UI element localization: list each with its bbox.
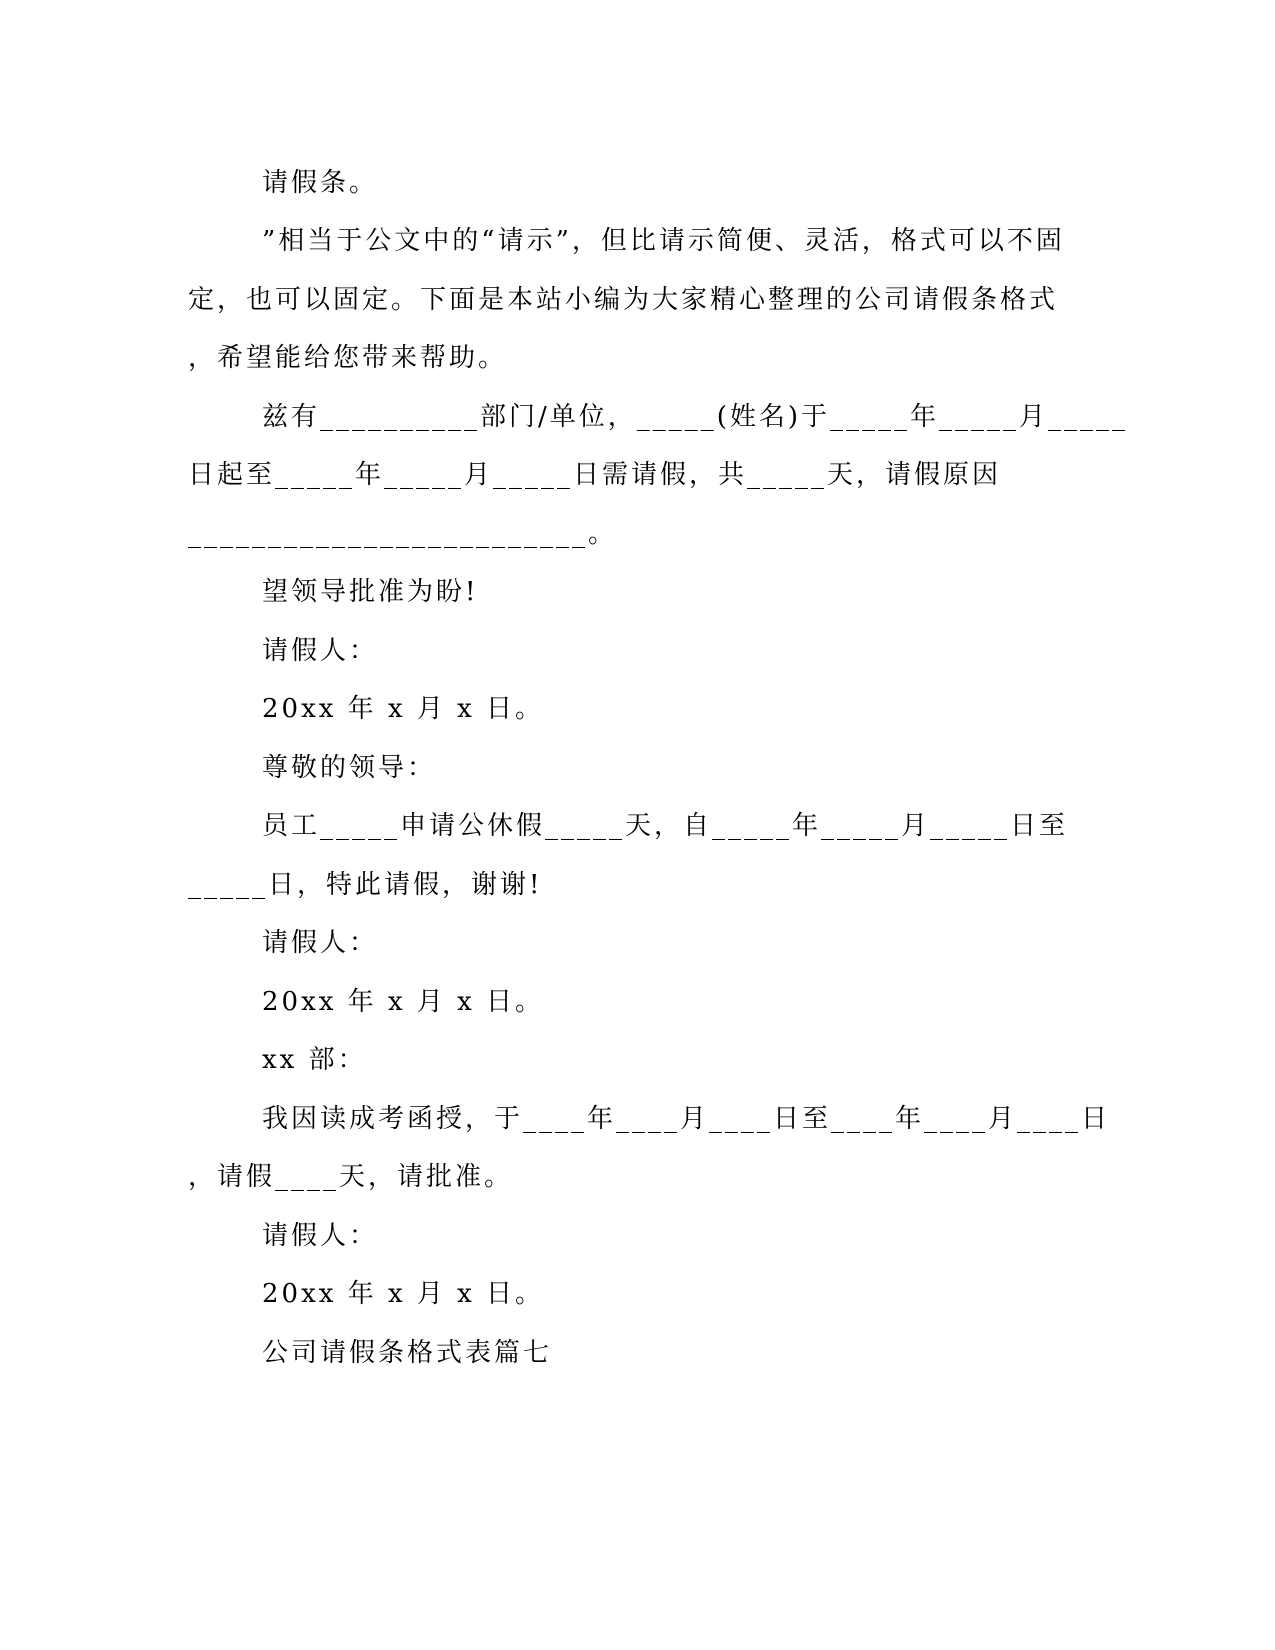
paragraph-intro-title: 请假条。 <box>262 168 379 198</box>
paragraph-intro-line-1: ”相当于公文中的“请示”，但比请示简便、灵活，格式可以不固 <box>262 226 1065 256</box>
form2-line-1: 员工_____申请公休假_____天，自_____年_____月_____日至 <box>262 811 1069 841</box>
paragraph-intro-line-3: ，希望能给您带来帮助。 <box>188 343 508 373</box>
paragraph-intro-line-2: 定，也可以固定。下面是本站小编为大家精心整理的公司请假条格式 <box>188 285 1059 315</box>
form3-line-2: ，请假____天，请批准。 <box>188 1162 514 1192</box>
form1-line-1: 兹有__________部门/单位，_____(姓名)于_____年_____月_____ <box>262 402 1129 432</box>
form1-applicant-label: 请假人： <box>262 636 379 666</box>
form3-line-1: 我因读成考函授，于____年____月____日至____年____月____日 <box>262 1104 1111 1134</box>
form2-line-2: _____日，特此请假，谢谢! <box>188 870 543 900</box>
form2-applicant-label: 请假人： <box>262 928 379 958</box>
form3-applicant-label: 请假人： <box>262 1221 379 1251</box>
form2-date: 20xx 年 x 月 x 日。 <box>262 987 545 1017</box>
form1-line-2: 日起至_____年_____月_____日需请假，共_____天，请假原因 <box>188 460 1002 490</box>
form3-salutation: xx 部： <box>262 1045 367 1075</box>
form3-date: 20xx 年 x 月 x 日。 <box>262 1279 545 1309</box>
form1-closing: 望领导批准为盼! <box>262 577 479 607</box>
form2-salutation: 尊敬的领导： <box>262 753 437 783</box>
form1-line-3: _________________________。 <box>188 519 618 549</box>
form1-date: 20xx 年 x 月 x 日。 <box>262 694 545 724</box>
section-heading-part-7: 公司请假条格式表篇七 <box>262 1338 553 1368</box>
